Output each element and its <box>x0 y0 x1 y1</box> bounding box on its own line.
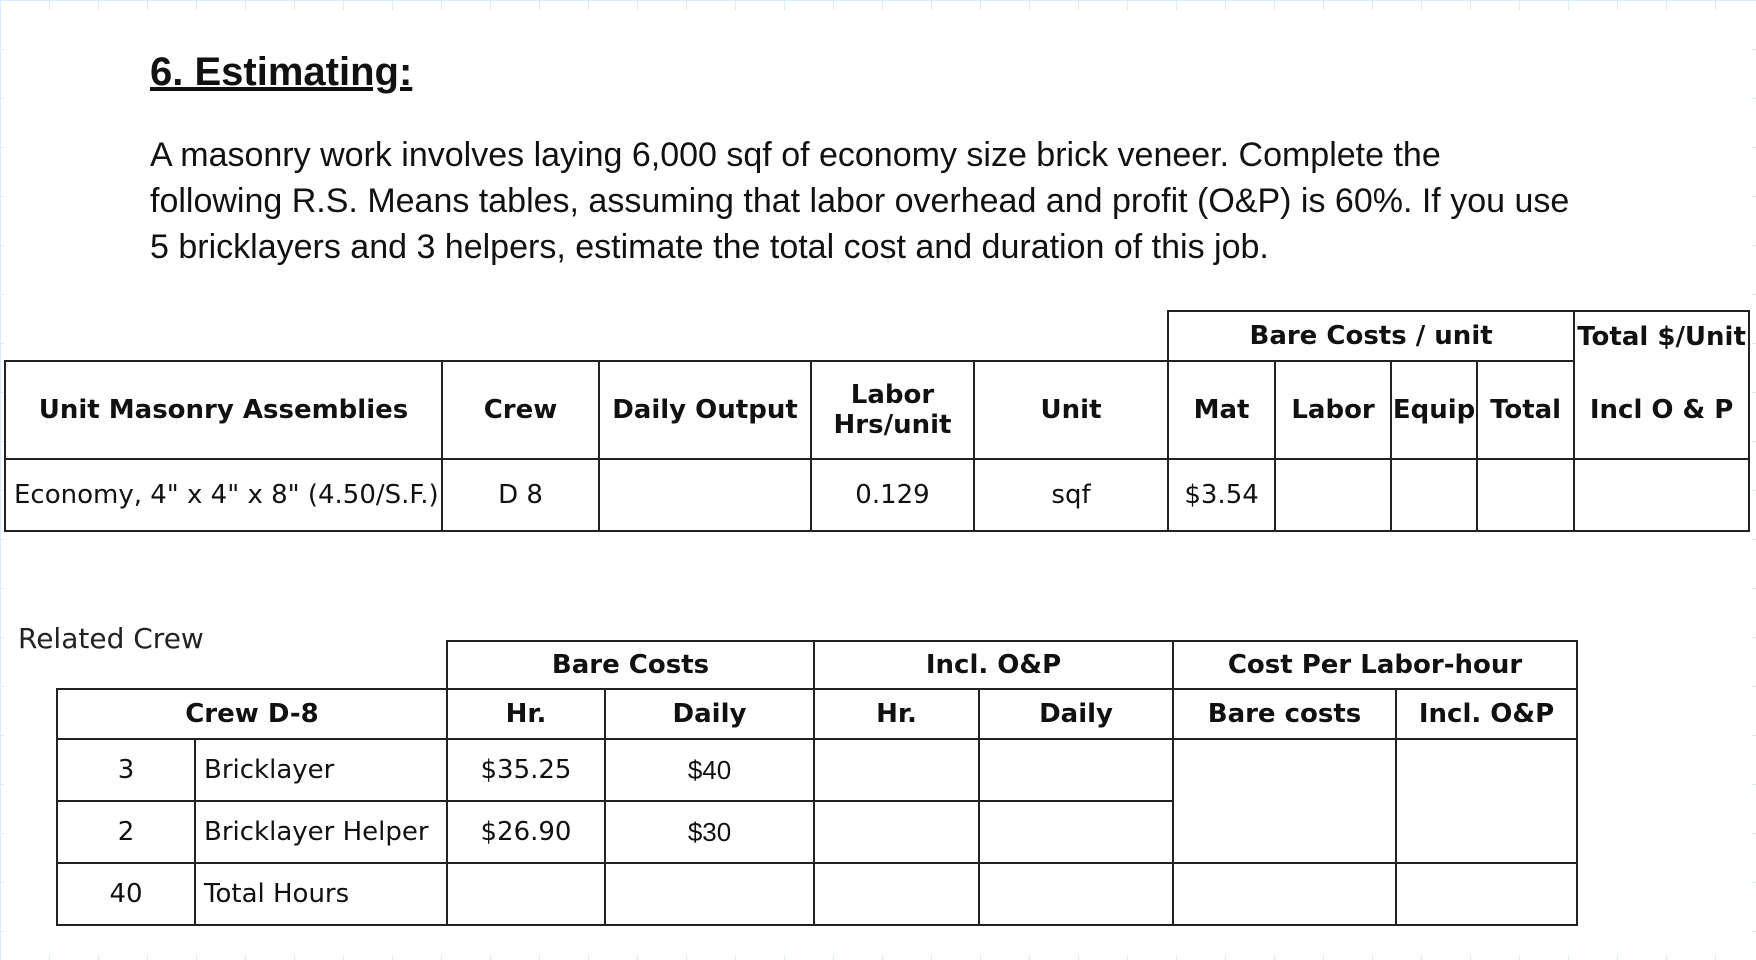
crew-member-cell: Bricklayer <box>195 739 447 801</box>
bare-daily-cell <box>605 863 814 925</box>
cplh-incl-cell <box>1396 739 1577 863</box>
related-crew-label: Related Crew <box>18 622 204 655</box>
incl-daily-header: Daily <box>979 689 1173 739</box>
section-heading: 6. Estimating: <box>150 50 413 94</box>
cplh-incl-cell <box>1396 863 1577 925</box>
total-per-unit-header: Total $/Unit <box>1574 311 1749 361</box>
bare-daily-cell: $30 <box>605 801 814 863</box>
incl-daily-cell <box>979 863 1173 925</box>
daily-output-header: Daily Output <box>599 361 811 459</box>
table-row <box>57 863 1577 925</box>
labor-hrs-header: Labor Hrs/unit <box>811 361 974 459</box>
mat-header: Mat <box>1168 361 1275 459</box>
crew-header: Crew <box>442 361 599 459</box>
unit-header: Unit <box>974 361 1168 459</box>
problem-statement: A masonry work involves laying 6,000 sqf of economy size brick veneer. Complete the following R.S. Means tables, assuming that labor overhead and profit (O&P) is 60%. If you use 5 bricklayers and 3 helpers, estimate the total cost and duration of this job. <box>150 136 1570 266</box>
crew-name-header: Crew D-8 <box>57 689 447 739</box>
cost-per-labor-hour-header: Cost Per Labor-hour <box>1173 641 1577 689</box>
incl-op-group-header: Incl. O&P <box>814 641 1173 689</box>
mat-cell: $3.54 <box>1168 459 1275 531</box>
crew-qty-cell: 2 <box>57 801 195 863</box>
total-header: Total <box>1477 361 1574 459</box>
bare-hr-header: Hr. <box>447 689 605 739</box>
total-cell <box>1477 459 1574 531</box>
crew-qty-cell: 3 <box>57 739 195 801</box>
crew-member-cell: Total Hours <box>195 863 447 925</box>
crew-member-cell: Bricklayer Helper <box>195 801 447 863</box>
incl-hr-header: Hr. <box>814 689 979 739</box>
cplh-bare-cell <box>1173 739 1396 863</box>
bare-hr-cell <box>447 863 605 925</box>
bare-hr-cell: $26.90 <box>447 801 605 863</box>
worksheet <box>4 10 1752 955</box>
crew-cell: D 8 <box>442 459 599 531</box>
unit-cell: sqf <box>974 459 1168 531</box>
assemblies-header: Unit Masonry Assemblies <box>5 361 442 459</box>
assembly-table <box>4 310 1750 532</box>
assembly-name-cell: Economy, 4" x 4" x 8" (4.50/S.F.) <box>5 459 442 531</box>
bare-costs-unit-header: Bare Costs / unit <box>1168 311 1574 361</box>
cplh-bare-header: Bare costs <box>1173 689 1396 739</box>
cplh-incl-header: Incl. O&P <box>1396 689 1577 739</box>
equip-header: Equip <box>1391 361 1477 459</box>
incl-daily-cell <box>979 739 1173 801</box>
labor-hrs-cell: 0.129 <box>811 459 974 531</box>
incl-op-cell <box>1574 459 1749 531</box>
daily-output-cell <box>599 459 811 531</box>
incl-daily-cell <box>979 801 1173 863</box>
crew-qty-cell: 40 <box>57 863 195 925</box>
cplh-bare-cell <box>1173 863 1396 925</box>
bare-daily-header: Daily <box>605 689 814 739</box>
equip-cell <box>1391 459 1477 531</box>
incl-hr-cell <box>814 863 979 925</box>
table-row <box>57 739 1577 801</box>
crew-table <box>56 640 1578 926</box>
labor-cell <box>1275 459 1391 531</box>
incl-op-header: Incl O & P <box>1574 361 1749 459</box>
labor-header: Labor <box>1275 361 1391 459</box>
bare-costs-header: Bare Costs <box>447 641 814 689</box>
incl-hr-cell <box>814 739 979 801</box>
bare-hr-cell: $35.25 <box>447 739 605 801</box>
bare-daily-cell: $40 <box>605 739 814 801</box>
incl-hr-cell <box>814 801 979 863</box>
